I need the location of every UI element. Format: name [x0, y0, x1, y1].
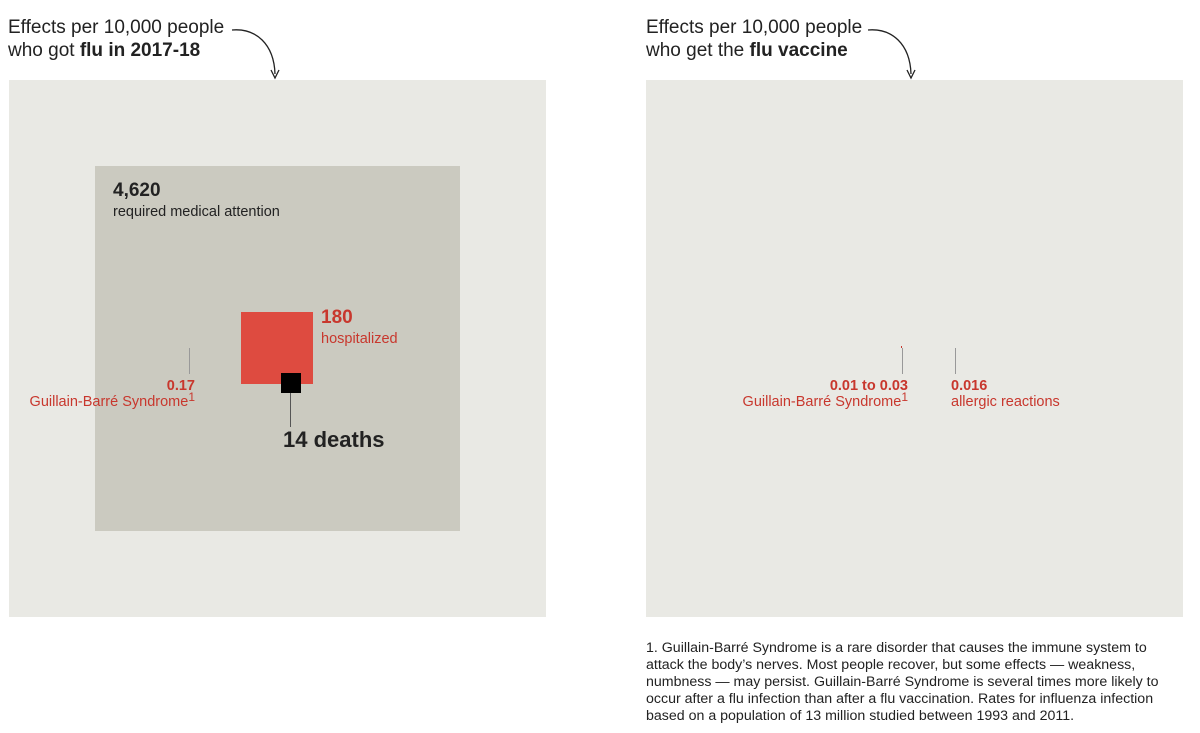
- allergic-tick: [955, 348, 956, 374]
- allergic-value: 0.016: [951, 378, 988, 394]
- right-population-square: [646, 80, 1183, 617]
- allergic-text: allergic reactions: [951, 394, 1060, 410]
- right-gbs-square: [901, 346, 902, 348]
- left-title-line2: [8, 39, 224, 62]
- footnote: 1. Guillain-Barré Syndrome is a rare disorder that causes the immune system to attack the body’s nerves. Most people recover, but some effects — weakness, numbness — may persist. Guillain-Barré Syndrome is several times more likely to occur after a flu infection than after a flu vaccination. Rates for influenza infection based on a population of 13 million studied between 1993 and 2011.: [646, 640, 1159, 724]
- left-title-bold: flu in 2017-18: [79, 40, 201, 61]
- left-gbs-value: 0.17: [166, 378, 195, 394]
- right-gbs-tick: [902, 348, 903, 374]
- right-title-normal: who get the: [646, 40, 750, 61]
- left-gbs-text: Guillain-Barré Syndrome$^1$: [29, 390, 195, 410]
- left-chart-title: [8, 16, 224, 62]
- deaths-label: 14 deaths: [283, 427, 385, 452]
- hospitalized-square: [241, 312, 313, 384]
- right-gbs-value: 0.01 to 0.03: [829, 378, 908, 394]
- left-gbs-tick: [189, 348, 190, 374]
- right-chart-title: [646, 16, 862, 62]
- deaths-leader-line: [290, 393, 291, 427]
- right-gbs-footnote-marker: 1: [901, 390, 908, 404]
- right-title-line2: [646, 39, 862, 62]
- left-arrow: [230, 22, 290, 84]
- allergic-label: [951, 378, 1060, 410]
- left-gbs-label: [20, 378, 195, 410]
- medical-attention-value: 4,620: [113, 180, 161, 201]
- right-arrow: [866, 22, 926, 84]
- right-title-line1: Effects per 10,000 people: [646, 17, 863, 38]
- medical-attention-label: [113, 180, 280, 220]
- hospitalized-text: hospitalized: [321, 331, 398, 347]
- left-title-line1: Effects per 10,000 people: [8, 17, 225, 38]
- hospitalized-label: [321, 307, 398, 347]
- right-gbs-label: [700, 378, 908, 410]
- medical-attention-text: required medical attention: [113, 204, 280, 220]
- deaths-square: [281, 373, 301, 393]
- left-population-square: [9, 80, 546, 617]
- right-gbs-text: Guillain-Barré Syndrome$^1$: [742, 390, 908, 410]
- left-gbs-footnote-marker: 1: [188, 390, 195, 404]
- hospitalized-value: 180: [321, 307, 353, 328]
- left-title-normal: who got: [8, 40, 80, 61]
- right-title-bold: flu vaccine: [749, 40, 848, 61]
